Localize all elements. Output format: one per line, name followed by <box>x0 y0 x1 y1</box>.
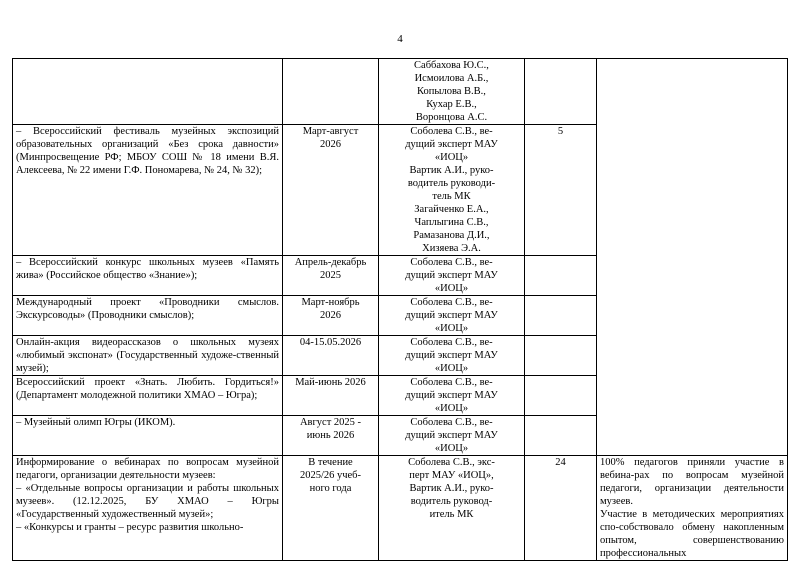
responsible-cell <box>379 125 525 256</box>
responsible-cell-line: Соболева С.В., ве- <box>410 257 493 268</box>
count-cell <box>525 336 597 376</box>
responsible-cell-line: Соболева С.В., экс- <box>408 457 495 468</box>
event-cell <box>13 416 283 456</box>
responsible-cell-line: Хизяева Э.А. <box>422 243 481 254</box>
responsible-cell-line: Копылова В.В., <box>417 86 486 97</box>
dates-cell-line: 2026 <box>320 310 341 321</box>
responsible-cell <box>379 336 525 376</box>
dates-cell-line: 04-15.05.2026 <box>299 337 362 348</box>
table-row <box>13 59 788 125</box>
responsible-cell-line: Чаплыгина С.В., <box>414 217 489 228</box>
responsible-cell <box>379 59 525 125</box>
responsible-cell-line: Вартик А.И., руко- <box>409 165 494 176</box>
dates-cell <box>283 456 379 561</box>
page-number: 4 <box>397 33 403 45</box>
responsible-cell-line: «ИОЦ» <box>434 443 469 454</box>
count-cell <box>525 376 597 416</box>
count-cell <box>525 416 597 456</box>
count-cell <box>525 256 597 296</box>
table-row <box>13 416 788 456</box>
event-cell-line: Онлайн-акция видеорассказов о школьных музеях «любимый экспонат» (Государственный художе-ственный музей); <box>16 337 279 374</box>
event-cell-line: – «Конкурсы и гранты – ресурс развития школьно- <box>16 522 244 533</box>
responsible-cell-line: Соболева С.В., ве- <box>410 337 493 348</box>
event-cell <box>13 256 283 296</box>
responsible-cell-line: «ИОЦ» <box>434 323 469 334</box>
dates-cell-line: Март-август <box>302 126 359 137</box>
table-row <box>13 376 788 416</box>
responsible-cell-line: Соболева С.В., ве- <box>410 417 493 428</box>
responsible-cell-line: Рамазанова Д.И., <box>413 230 490 241</box>
event-cell <box>13 456 283 561</box>
dates-cell <box>283 336 379 376</box>
event-cell-line: – Музейный олимп Югры (ИКОМ). <box>16 417 176 428</box>
event-cell <box>13 59 283 125</box>
result-cell-line: Участие в методических мероприятиях спо-собствовало обмену накопленным опытом, совершенствованию профессиональных <box>600 509 784 559</box>
responsible-cell <box>379 456 525 561</box>
dates-cell <box>283 256 379 296</box>
event-cell <box>13 336 283 376</box>
dates-cell <box>283 376 379 416</box>
responsible-cell-line: Кухар Е.В., <box>426 99 477 110</box>
event-cell-line: – Всероссийский фестиваль музейных экспозиций образовательных организаций «Без срока давности» (Минпросвещение РФ; МБОУ СОШ № 18 имени В.Я. Алексеева, № 22 имени Г.Ф. Пономарева, № 24, № 32); <box>16 126 279 176</box>
dates-cell-line: Август 2025 - <box>299 417 362 428</box>
dates-cell-line: В течение <box>308 457 353 468</box>
responsible-cell-line: Саббахова Ю.С., <box>414 60 489 71</box>
result-cell <box>597 456 788 561</box>
dates-cell <box>283 125 379 256</box>
dates-cell-line: 2025 <box>320 270 341 281</box>
result-cell <box>597 336 788 376</box>
responsible-cell-line: Воронцова А.С. <box>415 112 488 123</box>
responsible-cell-line: Соболева С.В., ве- <box>410 377 493 388</box>
event-cell-line: Всероссийский проект «Знать. Любить. Гордиться!» (Департамент молодежной политики ХМАО – Югра); <box>16 377 279 401</box>
count-cell: 5 <box>525 125 597 256</box>
event-cell-line: – «Отдельные вопросы организации и работы школьных музеев». (12.12.2025, БУ ХМАО – Югры «Государственный художественный музей»; <box>16 483 279 520</box>
responsible-cell <box>379 376 525 416</box>
responsible-cell-line: «ИОЦ» <box>434 403 469 414</box>
event-cell <box>13 376 283 416</box>
event-cell-line: – Всероссийский конкурс школьных музеев «Память жива» (Российское общество «Знание»); <box>16 257 279 281</box>
responsible-cell-line: Загайченко Е.А., <box>414 204 489 215</box>
dates-cell-line: Май-июнь 2026 <box>295 377 366 388</box>
responsible-cell-line: дущий эксперт МАУ <box>405 390 498 401</box>
responsible-cell-line: Соболева С.В., ве- <box>410 297 493 308</box>
responsible-cell-line: дущий эксперт МАУ <box>405 350 498 361</box>
result-cell <box>597 256 788 296</box>
dates-cell-line: Март-ноябрь <box>301 297 360 308</box>
result-cell <box>597 376 788 416</box>
table-row <box>13 125 788 256</box>
table-row <box>13 336 788 376</box>
table-row <box>13 456 788 561</box>
responsible-cell-line: перт МАУ «ИОЦ», <box>409 470 494 481</box>
dates-cell-line: 2026 <box>320 139 341 150</box>
responsible-cell-line: «ИОЦ» <box>434 152 469 163</box>
result-cell <box>597 125 788 256</box>
dates-cell <box>283 59 379 125</box>
dates-cell-line: 2025/26 учеб- <box>299 470 362 481</box>
dates-cell-line: ного года <box>309 483 352 494</box>
responsible-cell-line: Соболева С.В., ве- <box>410 126 493 137</box>
responsible-cell-line: Вартик А.И., руко- <box>409 483 494 494</box>
dates-cell-line: Апрель-декабрь <box>294 257 367 268</box>
responsible-cell-line: водитель руковод- <box>410 496 493 507</box>
event-cell <box>13 125 283 256</box>
responsible-cell-line: дущий эксперт МАУ <box>405 310 498 321</box>
dates-cell <box>283 416 379 456</box>
event-cell <box>13 296 283 336</box>
responsible-cell-line: «ИОЦ» <box>434 363 469 374</box>
responsible-cell-line: дущий эксперт МАУ <box>405 270 498 281</box>
count-cell: 24 <box>525 456 597 561</box>
count-cell <box>525 59 597 125</box>
dates-cell <box>283 296 379 336</box>
responsible-cell-line: дущий эксперт МАУ <box>405 139 498 150</box>
result-cell <box>597 296 788 336</box>
result-cell <box>597 416 788 456</box>
report-table <box>12 58 788 561</box>
result-cell <box>597 59 788 125</box>
event-cell-line: Международный проект «Проводники смыслов. Экскурсоводы» (Проводники смыслов); <box>16 297 279 321</box>
responsible-cell-line: «ИОЦ» <box>434 283 469 294</box>
result-cell-line: 100% педагогов приняли участие в вебина-рах по вопросам музейной педагоги, организации деятельности музеев. <box>600 457 784 507</box>
responsible-cell-line: дущий эксперт МАУ <box>405 430 498 441</box>
responsible-cell-line: тель МК <box>432 191 471 202</box>
responsible-cell <box>379 296 525 336</box>
responsible-cell-line: итель МК <box>429 509 474 520</box>
responsible-cell-line: Исмоилова А.Б., <box>414 73 489 84</box>
table-row <box>13 256 788 296</box>
table-row <box>13 296 788 336</box>
responsible-cell <box>379 416 525 456</box>
count-cell <box>525 296 597 336</box>
responsible-cell <box>379 256 525 296</box>
responsible-cell-line: водитель руководи- <box>407 178 496 189</box>
dates-cell-line: июнь 2026 <box>306 430 355 441</box>
event-cell-line: Информирование о вебинарах по вопросам музейной педагоги, организации деятельности музеев: <box>16 457 279 481</box>
